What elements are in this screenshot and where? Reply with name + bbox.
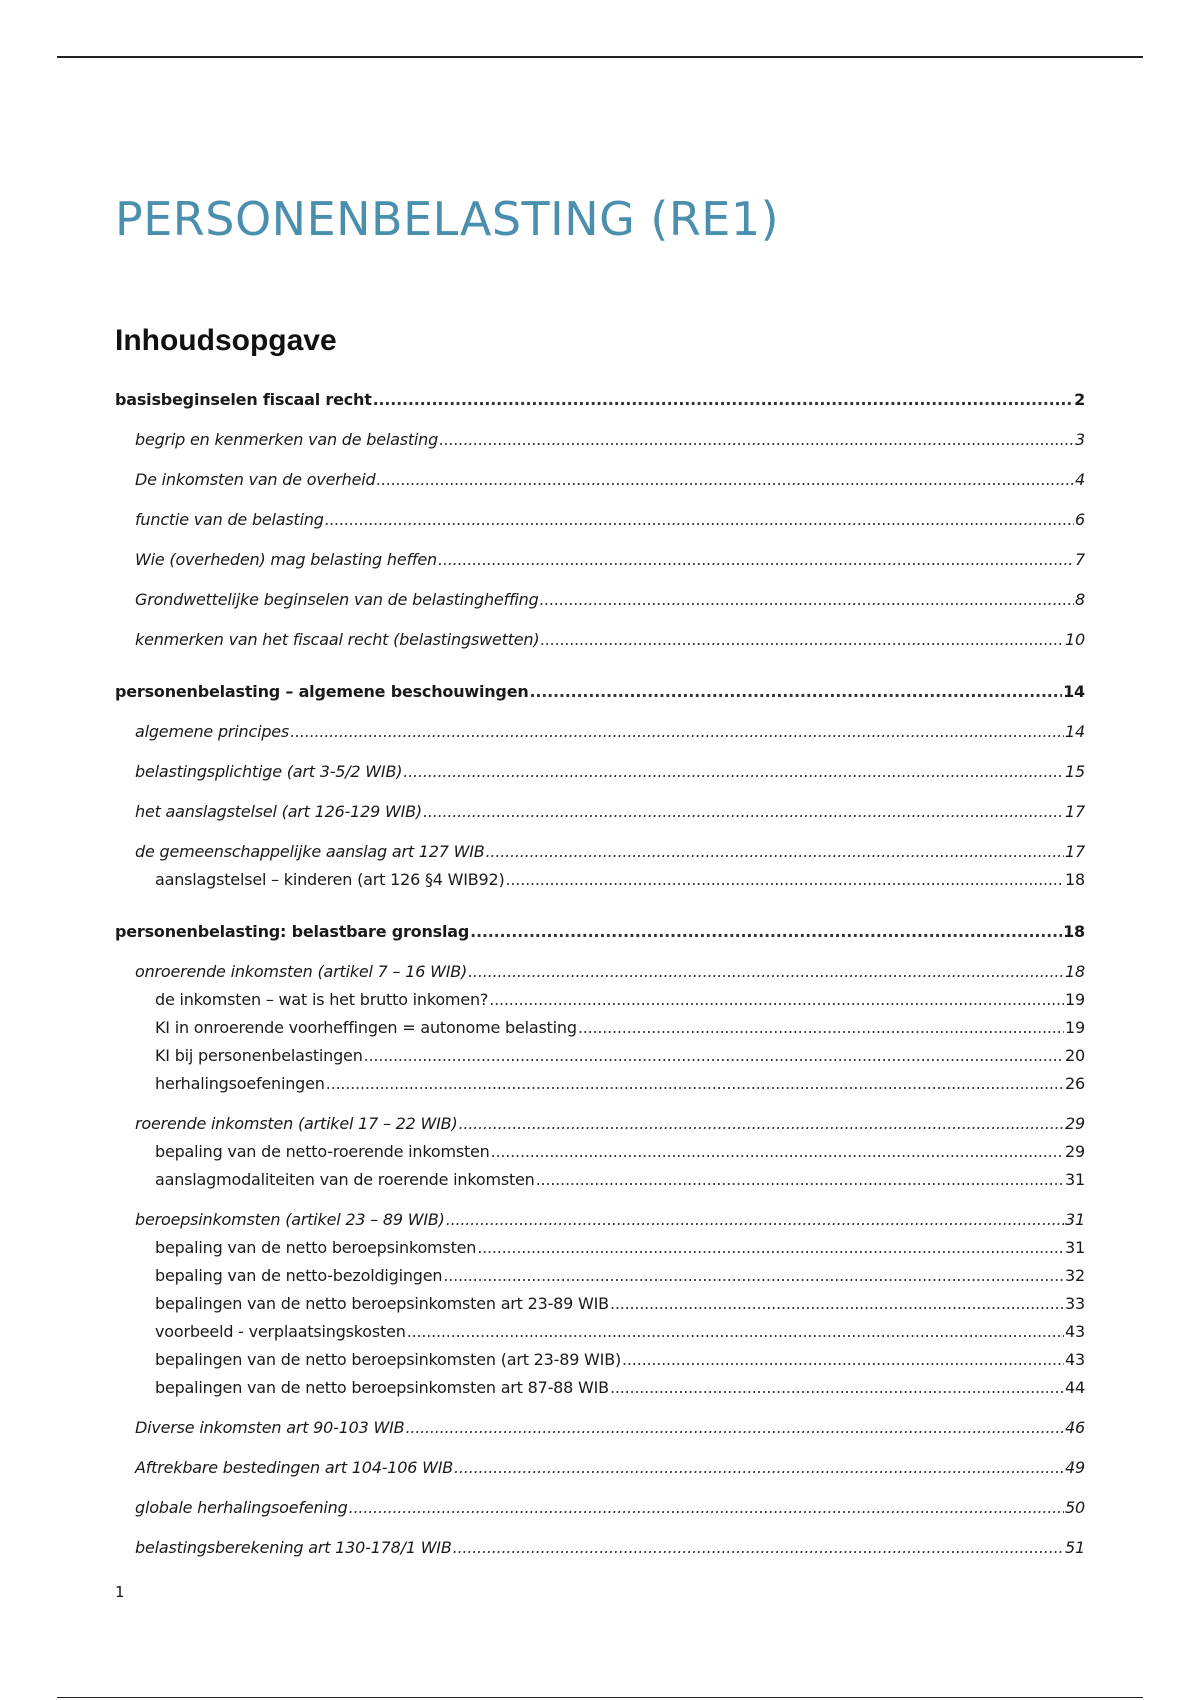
toc-entry-text: voorbeeld - verplaatsingskosten (155, 1322, 406, 1341)
dot-leader (540, 590, 1074, 610)
toc-entry[interactable] (115, 1458, 1085, 1478)
toc-entry[interactable] (115, 1498, 1085, 1518)
dot-leader (326, 1074, 1064, 1094)
toc-entry-text: belastingsplichtige (art 3-5/2 WIB) (135, 762, 403, 781)
toc-entry[interactable] (115, 990, 1085, 1010)
toc-entry-page: 7 (1075, 550, 1085, 569)
toc-entry-text: bepaling van de netto beroepsinkomsten (155, 1238, 477, 1257)
toc-entry-text: basisbeginselen fiscaal recht (115, 390, 372, 409)
toc-entry-text: bepalingen van de netto beroepsinkomsten (art 23-89 WIB) (155, 1350, 622, 1369)
toc-entry[interactable] (115, 922, 1085, 942)
dot-leader (459, 1114, 1065, 1134)
dot-leader (439, 430, 1074, 450)
dot-leader (446, 1210, 1064, 1230)
toc-entry-page: 33 (1065, 1294, 1085, 1313)
toc-entry-page: 8 (1075, 590, 1085, 609)
toc-entry[interactable] (115, 1378, 1085, 1398)
toc-entry-page: 51 (1065, 1538, 1085, 1557)
dot-leader (443, 1266, 1064, 1286)
toc-entry[interactable] (115, 722, 1085, 742)
dot-leader (454, 1458, 1064, 1478)
dot-leader (491, 1142, 1064, 1162)
toc-entry-page: 31 (1065, 1238, 1085, 1257)
toc-entry-text: globale herhalingsoefening (135, 1498, 348, 1517)
toc-entry-page: 43 (1065, 1322, 1085, 1341)
dot-leader (376, 470, 1074, 490)
toc-entry-page: 14 (1065, 722, 1085, 741)
toc-entry[interactable] (115, 390, 1085, 410)
dot-leader (610, 1294, 1064, 1314)
toc-entry[interactable] (115, 1294, 1085, 1314)
toc-entry[interactable] (115, 1046, 1085, 1066)
toc-entry-text: Wie (overheden) mag belasting heffen (135, 550, 437, 569)
toc-entry-page: 18 (1065, 870, 1085, 889)
toc-entry-page: 32 (1065, 1266, 1085, 1285)
toc-entry[interactable] (115, 962, 1085, 982)
toc-entry-text: de inkomsten – wat is het brutto inkomen? (155, 990, 489, 1009)
dot-leader (407, 1322, 1064, 1342)
toc-entry-text: functie van de belasting (135, 510, 324, 529)
dot-leader (578, 1018, 1064, 1038)
toc-entry-page: 6 (1075, 510, 1085, 529)
toc-entry-text: herhalingsoefeningen (155, 1074, 325, 1093)
toc-entry-text: De inkomsten van de overheid (135, 470, 376, 489)
dot-leader (423, 802, 1064, 822)
toc-entry-page: 44 (1065, 1378, 1085, 1397)
footer-rule (57, 1697, 1143, 1698)
toc-entry[interactable] (115, 1170, 1085, 1190)
toc-entry[interactable] (115, 1210, 1085, 1230)
toc-entry-page: 18 (1065, 962, 1085, 981)
toc-entry[interactable] (115, 1142, 1085, 1162)
toc-entry-text: aanslagmodaliteiten van de roerende inkomsten (155, 1170, 535, 1189)
dot-leader (489, 990, 1064, 1010)
toc-entry-text: bepaling van de netto-roerende inkomsten (155, 1142, 490, 1161)
toc-entry[interactable] (115, 1018, 1085, 1038)
toc-entry-page: 10 (1065, 630, 1085, 649)
dot-leader (540, 630, 1064, 650)
toc-entry-text: begrip en kenmerken van de belasting (135, 430, 439, 449)
dot-leader (470, 922, 1062, 942)
toc-entry[interactable] (115, 1074, 1085, 1094)
toc-entry[interactable] (115, 550, 1085, 570)
dot-leader (477, 1238, 1064, 1258)
dot-leader (453, 1538, 1064, 1558)
toc-entry[interactable] (115, 842, 1085, 862)
toc-entry[interactable] (115, 430, 1085, 450)
toc-entry-page: 2 (1074, 390, 1085, 409)
toc-entry[interactable] (115, 762, 1085, 782)
document-title: PERSONENBELASTING (RE1) (115, 192, 780, 246)
toc-entry-page: 31 (1065, 1210, 1085, 1229)
toc-entry-text: onroerende inkomsten (artikel 7 – 16 WIB) (135, 962, 468, 981)
toc-entry-page: 50 (1065, 1498, 1085, 1517)
toc-entry-text: algemene principes (135, 722, 290, 741)
toc-entry-page: 49 (1065, 1458, 1085, 1477)
toc-entry[interactable] (115, 510, 1085, 530)
dot-leader (325, 510, 1074, 530)
toc-entry[interactable] (115, 870, 1085, 890)
table-of-contents (115, 390, 1085, 1558)
toc-entry-page: 14 (1063, 682, 1085, 701)
toc-entry[interactable] (115, 1350, 1085, 1370)
dot-leader (530, 682, 1063, 702)
toc-entry-text: belastingsberekening art 130-178/1 WIB (135, 1538, 452, 1557)
dot-leader (349, 1498, 1064, 1518)
toc-entry-text: bepalingen van de netto beroepsinkomsten art 23-89 WIB (155, 1294, 609, 1313)
toc-entry[interactable] (115, 1538, 1085, 1558)
toc-entry[interactable] (115, 1114, 1085, 1134)
dot-leader (438, 550, 1074, 570)
toc-entry-text: roerende inkomsten (artikel 17 – 22 WIB) (135, 1114, 458, 1133)
toc-entry-page: 19 (1065, 990, 1085, 1009)
toc-entry[interactable] (115, 590, 1085, 610)
toc-entry-text: bepalingen van de netto beroepsinkomsten art 87-88 WIB (155, 1378, 609, 1397)
toc-entry-page: 26 (1065, 1074, 1085, 1093)
toc-heading: Inhoudsopgave (115, 324, 337, 357)
dot-leader (290, 722, 1064, 742)
dot-leader (403, 762, 1064, 782)
dot-leader (622, 1350, 1064, 1370)
dot-leader (506, 870, 1065, 890)
toc-entry[interactable] (115, 1266, 1085, 1286)
dot-leader (610, 1378, 1064, 1398)
toc-entry-text: Grondwettelijke beginselen van de belastingheffing (135, 590, 539, 609)
toc-entry-text: aanslagstelsel – kinderen (art 126 §4 WIB92) (155, 870, 505, 889)
toc-entry[interactable] (115, 1418, 1085, 1438)
toc-entry-text: de gemeenschappelijke aanslag art 127 WIB (135, 842, 485, 861)
toc-entry-page: 17 (1065, 802, 1085, 821)
toc-entry-page: 15 (1065, 762, 1085, 781)
toc-entry-text: KI bij personenbelastingen (155, 1046, 363, 1065)
toc-entry-page: 46 (1065, 1418, 1085, 1437)
toc-entry[interactable] (115, 1238, 1085, 1258)
dot-leader (373, 390, 1073, 410)
toc-entry-page: 20 (1065, 1046, 1085, 1065)
toc-entry[interactable] (115, 682, 1085, 702)
toc-entry-text: personenbelasting: belastbare gronslag (115, 922, 470, 941)
dot-leader (536, 1170, 1064, 1190)
toc-entry-text: het aanslagstelsel (art 126-129 WIB) (135, 802, 422, 821)
toc-entry[interactable] (115, 802, 1085, 822)
toc-entry-page: 31 (1065, 1170, 1085, 1189)
dot-leader (405, 1418, 1064, 1438)
toc-entry-page: 29 (1065, 1142, 1085, 1161)
toc-entry-text: kenmerken van het fiscaal recht (belastingswetten) (135, 630, 540, 649)
toc-entry-page: 29 (1065, 1114, 1085, 1133)
toc-entry-text: beroepsinkomsten (artikel 23 – 89 WIB) (135, 1210, 445, 1229)
page-number: 1 (115, 1583, 125, 1601)
toc-entry-text: KI in onroerende voorheffingen = autonome belasting (155, 1018, 577, 1037)
header-rule (57, 56, 1143, 58)
toc-entry-text: bepaling van de netto-bezoldigingen (155, 1266, 443, 1285)
toc-entry-text: Diverse inkomsten art 90-103 WIB (135, 1418, 405, 1437)
toc-entry-page: 3 (1075, 430, 1085, 449)
toc-entry-page: 43 (1065, 1350, 1085, 1369)
toc-entry[interactable] (115, 630, 1085, 650)
toc-entry-text: Aftrekbare bestedingen art 104-106 WIB (135, 1458, 454, 1477)
toc-entry-text: personenbelasting – algemene beschouwingen (115, 682, 529, 701)
dot-leader (468, 962, 1064, 982)
toc-entry-page: 19 (1065, 1018, 1085, 1037)
dot-leader (364, 1046, 1064, 1066)
toc-entry[interactable] (115, 1322, 1085, 1342)
dot-leader (486, 842, 1065, 862)
toc-entry-page: 4 (1075, 470, 1085, 489)
toc-entry-page: 17 (1065, 842, 1085, 861)
toc-entry[interactable] (115, 470, 1085, 490)
toc-entry-page: 18 (1063, 922, 1085, 941)
